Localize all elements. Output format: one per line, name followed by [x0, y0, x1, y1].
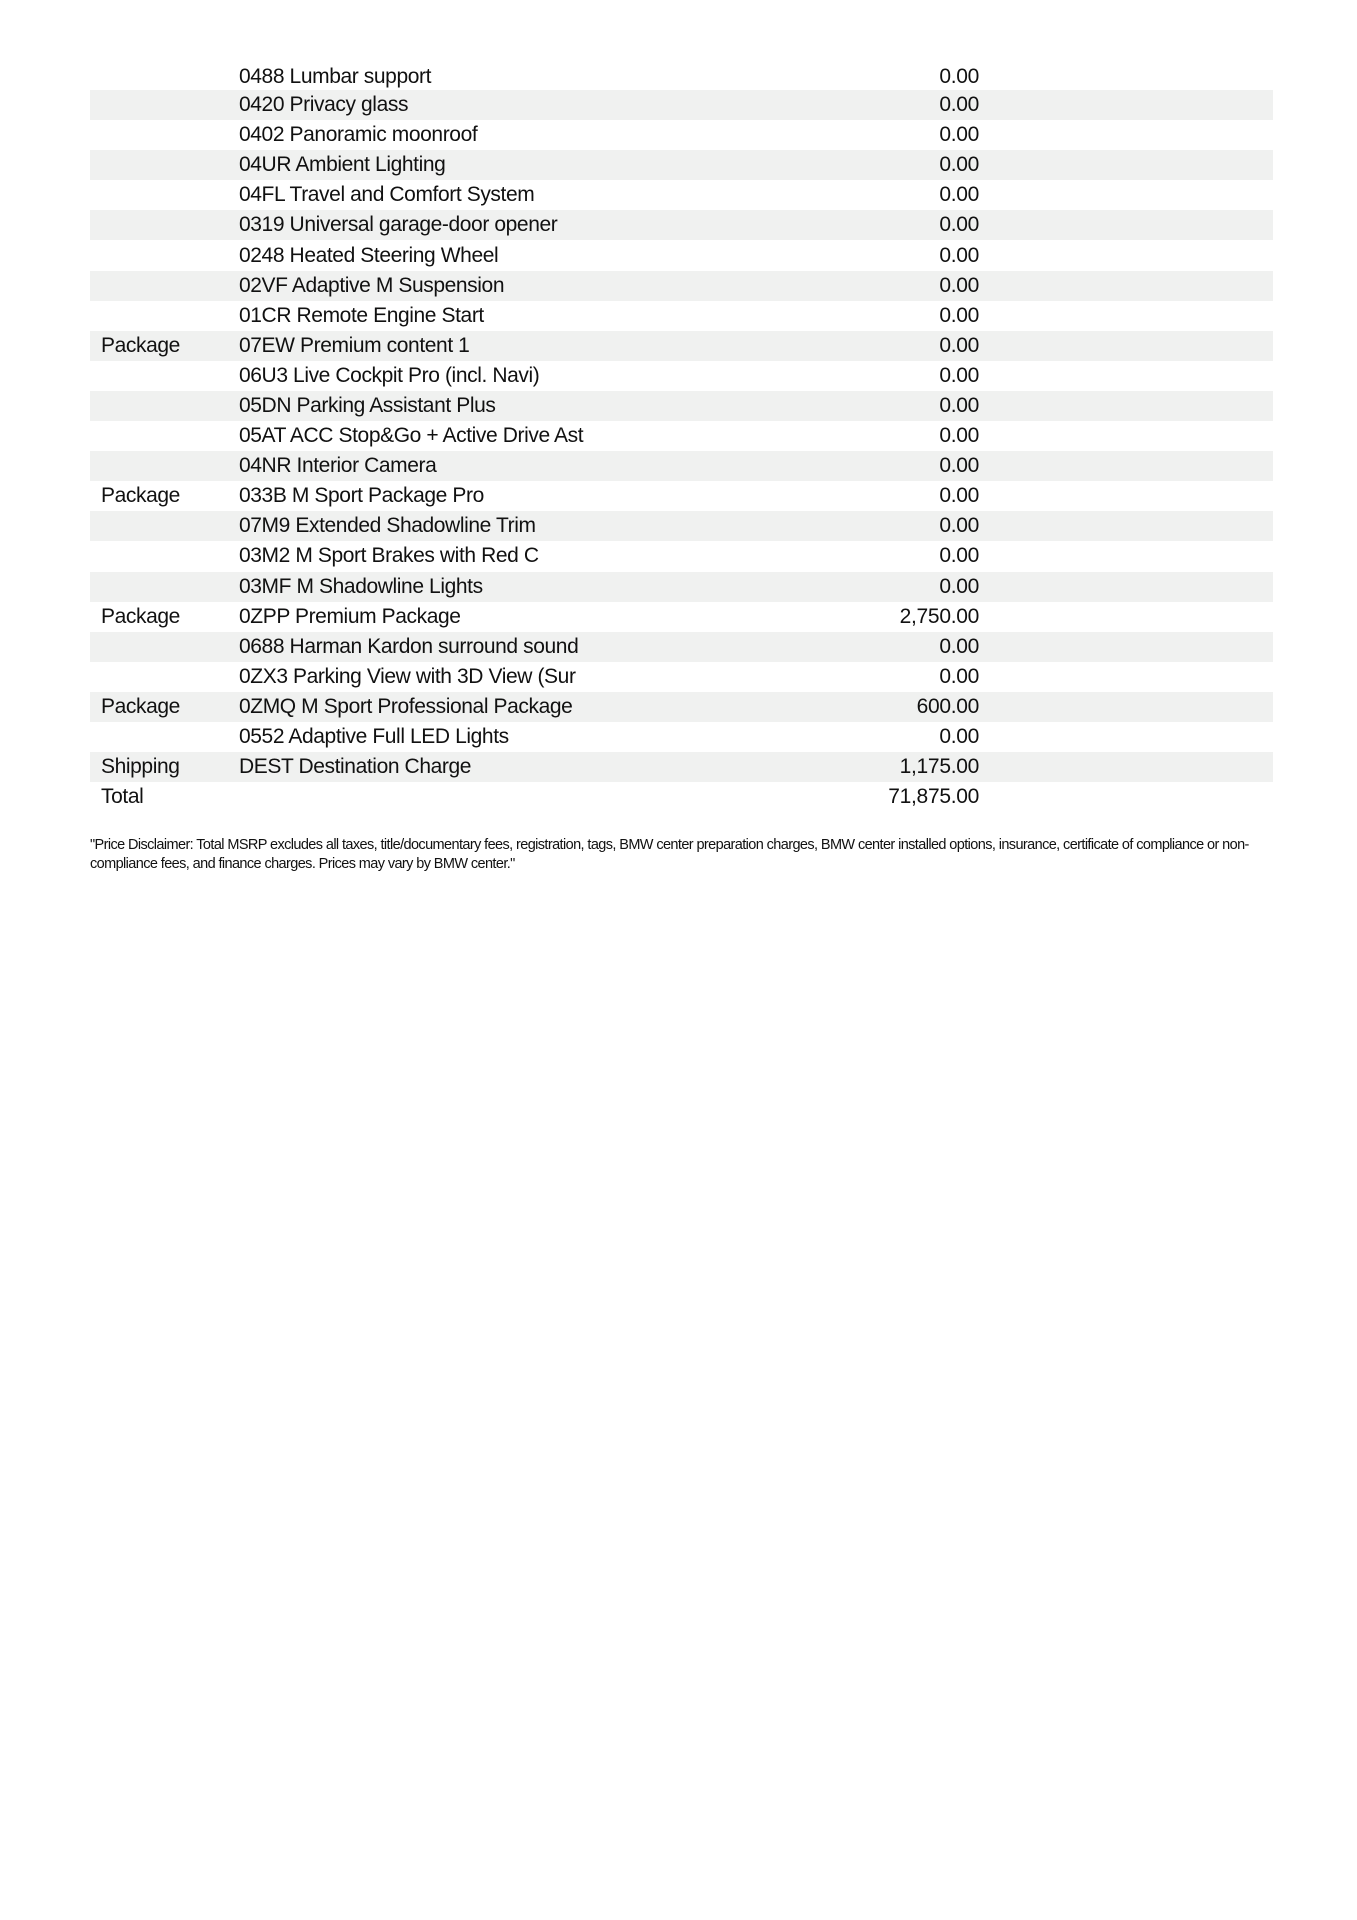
row-category: Package [101, 333, 180, 357]
row-description: 0248 Heated Steering Wheel [239, 243, 499, 267]
row-amount: 0.00 [939, 664, 979, 688]
table-row [90, 301, 1273, 331]
row-description: 033B M Sport Package Pro [239, 484, 484, 508]
table-row [90, 541, 1273, 571]
row-category: Total [101, 785, 144, 809]
table-row [90, 120, 1273, 150]
table-row [90, 391, 1273, 421]
row-amount: 0.00 [939, 574, 979, 598]
table-row [90, 180, 1273, 210]
row-amount: 2,750.00 [899, 604, 979, 628]
row-description: 03M2 M Sport Brakes with Red C [239, 544, 539, 568]
row-category: Package [101, 694, 180, 718]
row-amount: 0.00 [939, 544, 979, 568]
row-description: 07EW Premium content 1 [239, 333, 470, 357]
row-amount: 0.00 [939, 273, 979, 297]
row-description: 02VF Adaptive M Suspension [239, 273, 505, 297]
row-amount: 0.00 [939, 213, 979, 237]
table-row [90, 63, 1273, 90]
row-description: 0420 Privacy glass [239, 93, 409, 117]
row-amount: 0.00 [939, 123, 979, 147]
row-category: Shipping [101, 755, 180, 779]
table-row [90, 210, 1273, 240]
table-row [90, 692, 1273, 722]
row-description: 04FL Travel and Comfort System [239, 183, 535, 207]
row-amount: 600.00 [916, 694, 979, 718]
row-amount: 0.00 [939, 514, 979, 538]
row-amount: 71,875.00 [888, 785, 979, 809]
row-amount: 0.00 [939, 363, 979, 387]
row-amount: 0.00 [939, 303, 979, 327]
price-breakdown-table [90, 63, 1273, 812]
table-row [90, 271, 1273, 301]
table-row [90, 451, 1273, 481]
row-description: 0488 Lumbar support [239, 64, 432, 88]
table-row [90, 240, 1273, 270]
row-amount: 0.00 [939, 484, 979, 508]
row-description: 06U3 Live Cockpit Pro (incl. Navi) [239, 363, 540, 387]
row-description: 03MF M Shadowline Lights [239, 574, 483, 598]
row-amount: 0.00 [939, 393, 979, 417]
row-amount: 0.00 [939, 153, 979, 177]
row-description: 0319 Universal garage-door opener [239, 213, 558, 237]
table-row [90, 361, 1273, 391]
total-row [90, 782, 1273, 812]
row-amount: 0.00 [939, 333, 979, 357]
table-row [90, 722, 1273, 752]
table-row [90, 662, 1273, 692]
row-category: Package [101, 604, 180, 628]
row-amount: 0.00 [939, 93, 979, 117]
row-description: 04UR Ambient Lighting [239, 153, 446, 177]
row-description: 0552 Adaptive Full LED Lights [239, 725, 509, 749]
row-description: 0ZX3 Parking View with 3D View (Sur [239, 664, 576, 688]
row-amount: 0.00 [939, 634, 979, 658]
row-description: 01CR Remote Engine Start [239, 303, 484, 327]
row-description: 04NR Interior Camera [239, 454, 437, 478]
table-row [90, 150, 1273, 180]
row-description: 05DN Parking Assistant Plus [239, 393, 496, 417]
row-amount: 0.00 [939, 243, 979, 267]
row-description: 0ZMQ M Sport Professional Package [239, 694, 573, 718]
row-amount: 0.00 [939, 183, 979, 207]
table-row [90, 90, 1273, 120]
row-amount: 0.00 [939, 454, 979, 478]
row-description: 07M9 Extended Shadowline Trim [239, 514, 536, 538]
table-row [90, 481, 1273, 511]
table-row [90, 632, 1273, 662]
row-description: 0688 Harman Kardon surround sound [239, 634, 579, 658]
table-row [90, 572, 1273, 602]
table-row [90, 331, 1273, 361]
price-disclaimer: "Price Disclaimer: Total MSRP excludes all taxes, title/documentary fees, registration, tags, BMW center preparation charges, BMW center installed options, insurance, certificate of compliance or non-compliance fees, and finance charges. Prices may vary by BMW center." [90, 837, 1249, 872]
row-description: DEST Destination Charge [239, 755, 472, 779]
row-amount: 0.00 [939, 64, 979, 88]
row-category: Package [101, 484, 180, 508]
table-row [90, 752, 1273, 782]
table-row [90, 421, 1273, 451]
table-row [90, 511, 1273, 541]
row-amount: 0.00 [939, 725, 979, 749]
row-amount: 1,175.00 [899, 755, 979, 779]
row-amount: 0.00 [939, 424, 979, 448]
row-description: 0402 Panoramic moonroof [239, 123, 478, 147]
table-row [90, 602, 1273, 632]
row-description: 0ZPP Premium Package [239, 604, 461, 628]
row-description: 05AT ACC Stop&Go + Active Drive Ast [239, 424, 584, 448]
